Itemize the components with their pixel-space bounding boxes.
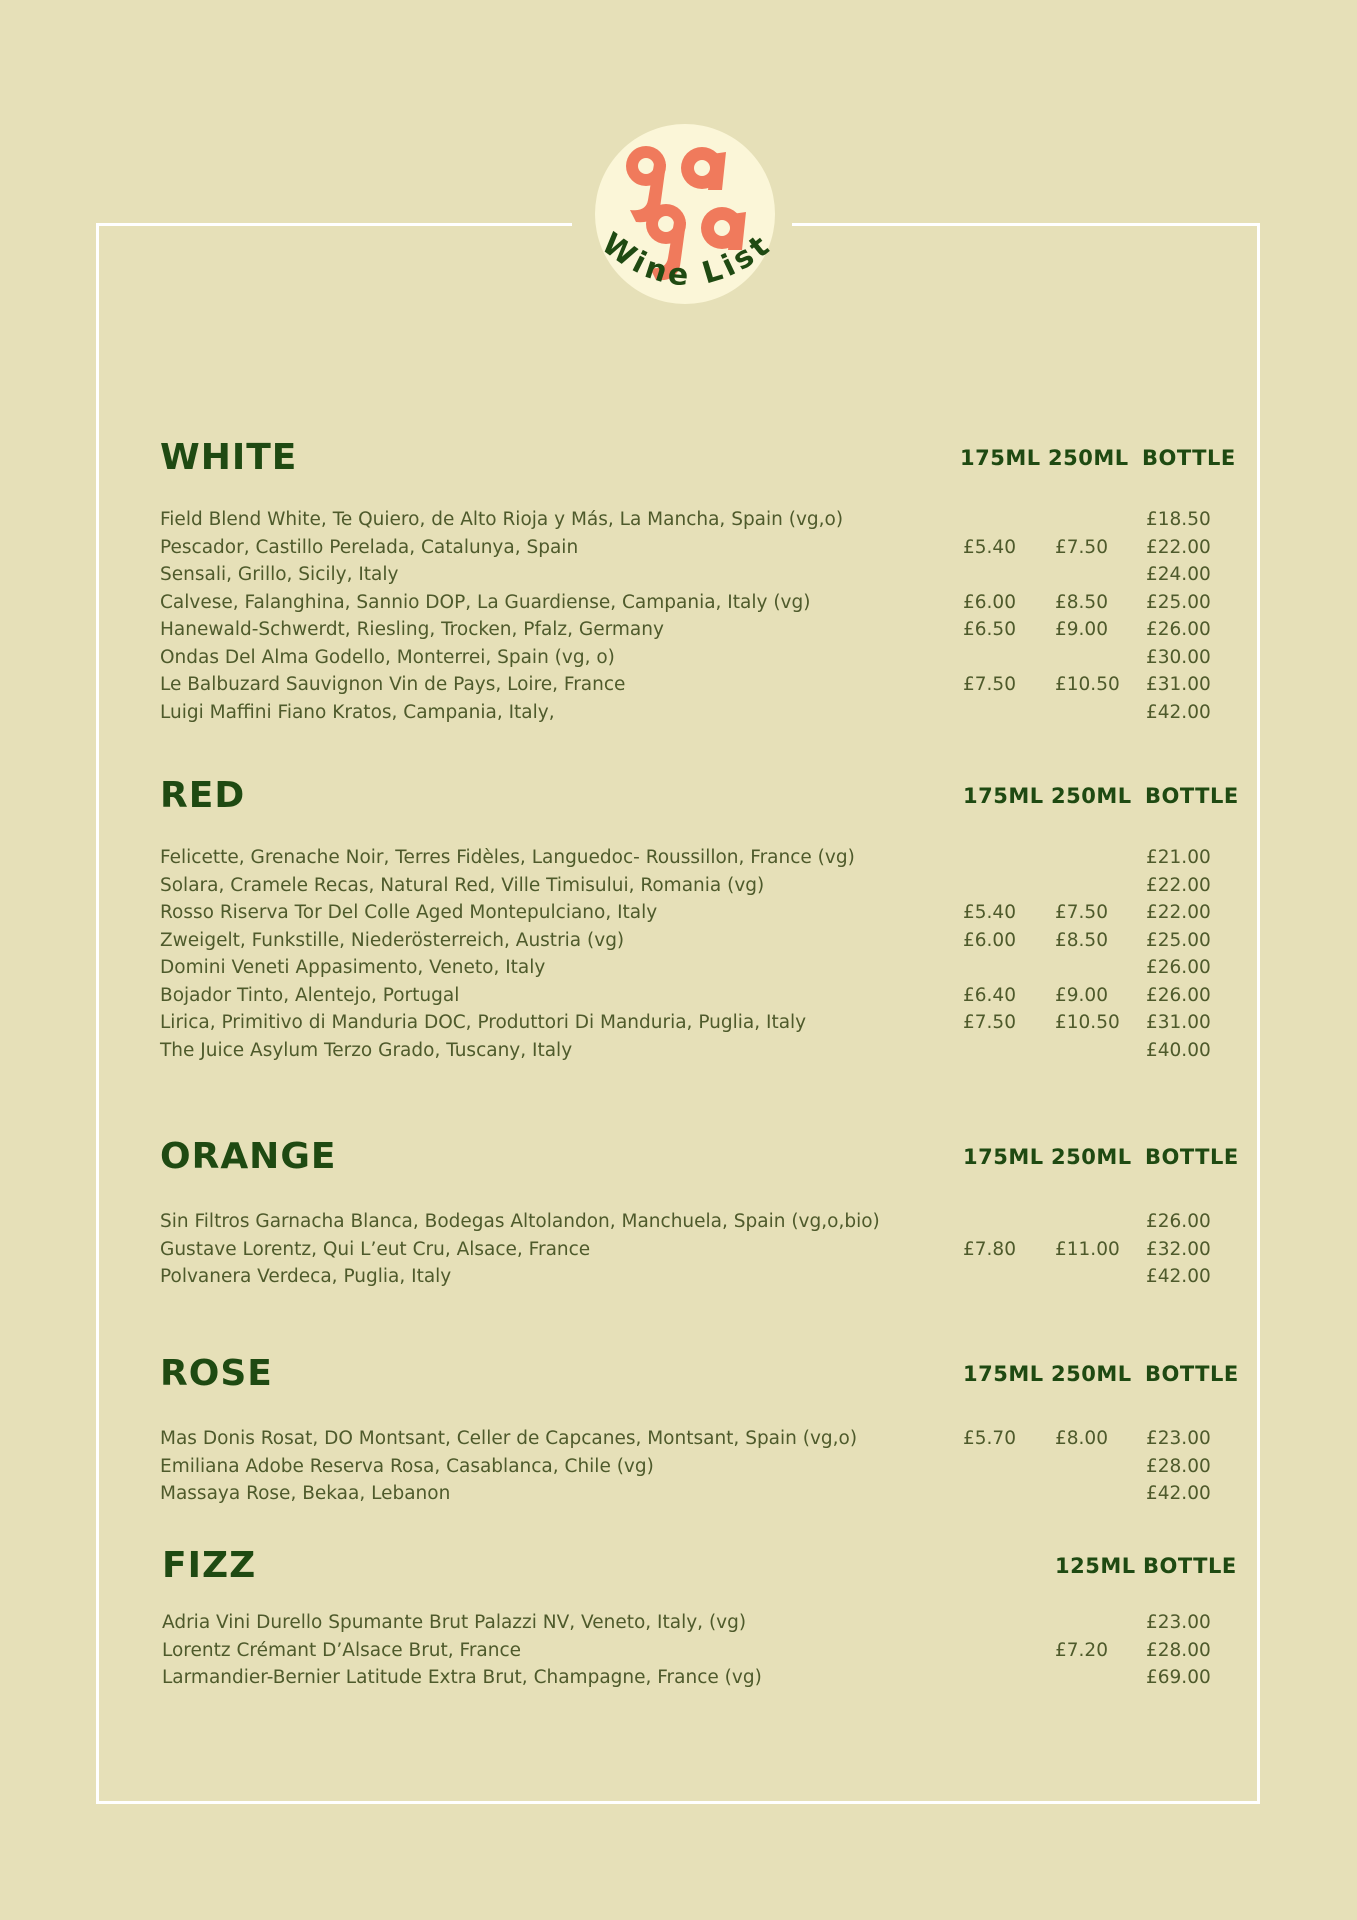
price-bottle: £31.00 xyxy=(1146,1012,1211,1033)
price-bottle: £23.00 xyxy=(1146,1428,1211,1449)
price-bottle: £26.00 xyxy=(1146,1211,1211,1232)
wine-row xyxy=(160,589,1232,617)
price-large: £11.00 xyxy=(1055,1238,1120,1260)
wine-name: Bojador Tinto, Alentejo, Portugal xyxy=(160,984,460,1006)
section-title: ORANGE xyxy=(160,1136,337,1177)
wine-name: Field Blend White, Te Quiero, de Alto Rioja y Más, La Mancha, Spain (vg,o) xyxy=(160,509,844,530)
price-large: £7.50 xyxy=(1055,902,1108,923)
price-bottle: £42.00 xyxy=(1146,1483,1211,1504)
price-bottle: £25.00 xyxy=(1146,929,1211,951)
wine-name: Ondas Del Alma Godello, Monterrei, Spain (vg, o) xyxy=(160,646,615,668)
price-large: £9.00 xyxy=(1055,984,1108,1006)
price-bottle: £22.00 xyxy=(1146,874,1211,896)
price-large: £9.00 xyxy=(1055,619,1108,640)
wine-name: Hanewald-Schwerdt, Riesling, Trocken, Pfalz, Germany xyxy=(160,619,664,640)
column-header: BOTTLE xyxy=(1142,446,1236,470)
column-header: 250ML xyxy=(1051,1145,1132,1169)
wine-name: Gustave Lorentz, Qui L’eut Cru, Alsace, France xyxy=(160,1238,591,1260)
price-bottle: £40.00 xyxy=(1146,1039,1211,1061)
price-large: £8.00 xyxy=(1055,1428,1108,1449)
price-bottle: £28.00 xyxy=(1146,1455,1211,1477)
column-header: 175ML xyxy=(963,784,1044,808)
wine-name: Polvanera Verdeca, Puglia, Italy xyxy=(160,1266,452,1287)
wine-row xyxy=(160,844,1232,872)
column-header: 125ML xyxy=(1055,1554,1136,1578)
price-bottle: £24.00 xyxy=(1146,564,1211,585)
price-bottle: £30.00 xyxy=(1146,646,1211,668)
wine-name: Emiliana Adobe Reserva Rosa, Casablanca, Chile (vg) xyxy=(160,1455,654,1477)
wine-row xyxy=(160,534,1232,562)
wine-name: Sin Filtros Garnacha Blanca, Bodegas Altolandon, Manchuela, Spain (vg,o,bio) xyxy=(160,1211,880,1232)
price-small: £6.00 xyxy=(963,591,1016,613)
price-bottle: £25.00 xyxy=(1146,591,1211,613)
price-small: £6.50 xyxy=(963,619,1016,640)
wine-row xyxy=(160,1453,1232,1481)
price-bottle: £26.00 xyxy=(1146,957,1211,978)
wine-name: Zweigelt, Funkstille, Niederösterreich, Austria (vg) xyxy=(160,929,625,951)
price-large: £10.50 xyxy=(1055,1012,1120,1033)
price-bottle: £28.00 xyxy=(1146,1639,1211,1661)
price-bottle: £21.00 xyxy=(1146,847,1211,868)
wine-row xyxy=(160,872,1232,900)
column-header: BOTTLE xyxy=(1145,784,1239,808)
column-header: BOTTLE xyxy=(1143,1554,1237,1578)
column-header: 250ML xyxy=(1051,1362,1132,1386)
price-bottle: £26.00 xyxy=(1146,984,1211,1006)
logo-subtitle xyxy=(582,220,792,350)
wine-row xyxy=(160,1208,1232,1236)
wine-row xyxy=(160,982,1232,1010)
wine-row xyxy=(160,1263,1232,1291)
price-bottle: £22.00 xyxy=(1146,536,1211,558)
price-small: £7.80 xyxy=(963,1238,1016,1260)
wine-name: Lirica, Primitivo di Manduria DOC, Produttori Di Manduria, Puglia, Italy xyxy=(160,1012,807,1033)
wine-name: Adria Vini Durello Spumante Brut Palazzi NV, Veneto, Italy, (vg) xyxy=(162,1612,747,1633)
wine-name: Sensali, Grillo, Sicily, Italy xyxy=(160,564,399,585)
wine-name: Larmandier-Bernier Latitude Extra Brut, Champagne, France (vg) xyxy=(162,1667,762,1688)
section-title: ROSE xyxy=(160,1353,273,1394)
wine-name: Mas Donis Rosat, DO Montsant, Celler de Capcanes, Montsant, Spain (vg,o) xyxy=(160,1428,858,1449)
wine-name: Domini Veneti Appasimento, Veneto, Italy xyxy=(160,957,546,978)
wine-name: Calvese, Falanghina, Sannio DOP, La Guardiense, Campania, Italy (vg) xyxy=(160,591,811,613)
wine-name: Solara, Cramele Recas, Natural Red, Ville Timisului, Romania (vg) xyxy=(160,874,765,896)
wine-name: Lorentz Crémant D’Alsace Brut, France xyxy=(162,1639,522,1661)
price-large: £8.50 xyxy=(1055,591,1108,613)
wine-row xyxy=(160,1425,1232,1453)
column-header: 250ML xyxy=(1051,784,1132,808)
wine-row xyxy=(160,699,1232,727)
price-bottle: £42.00 xyxy=(1146,1266,1211,1287)
wine-row xyxy=(160,616,1232,644)
wine-row xyxy=(160,899,1232,927)
wine-row xyxy=(160,561,1232,589)
wine-name: Pescador, Castillo Perelada, Catalunya, Spain xyxy=(160,536,579,558)
price-large: £7.20 xyxy=(1055,1639,1108,1661)
section-title: FIZZ xyxy=(162,1545,257,1586)
price-bottle: £18.50 xyxy=(1146,509,1211,530)
section-title: RED xyxy=(160,775,246,816)
wine-row xyxy=(160,1037,1232,1065)
column-header: 250ML xyxy=(1048,446,1129,470)
price-large: £8.50 xyxy=(1055,929,1108,951)
price-bottle: £26.00 xyxy=(1146,619,1211,640)
price-small: £5.40 xyxy=(963,902,1016,923)
wine-row xyxy=(160,644,1232,672)
price-large: £10.50 xyxy=(1055,674,1120,695)
wine-row xyxy=(162,1609,1234,1637)
price-bottle: £69.00 xyxy=(1146,1667,1211,1688)
price-small: £5.70 xyxy=(963,1428,1016,1449)
price-small: £6.40 xyxy=(963,984,1016,1006)
column-header: BOTTLE xyxy=(1145,1145,1239,1169)
wine-row xyxy=(162,1664,1234,1692)
wine-row xyxy=(160,506,1232,534)
wine-name: Rosso Riserva Tor Del Colle Aged Montepulciano, Italy xyxy=(160,902,658,923)
price-large: £7.50 xyxy=(1055,536,1108,558)
svg-text:Wine List: Wine List xyxy=(595,226,779,294)
wine-row xyxy=(160,954,1232,982)
wine-row xyxy=(160,927,1232,955)
wine-row xyxy=(160,671,1232,699)
wine-row xyxy=(160,1480,1232,1508)
price-bottle: £23.00 xyxy=(1146,1612,1211,1633)
price-small: £7.50 xyxy=(963,1012,1016,1033)
price-bottle: £42.00 xyxy=(1146,701,1211,723)
column-header: 175ML xyxy=(963,1145,1044,1169)
price-bottle: £31.00 xyxy=(1146,674,1211,695)
wine-name: Massaya Rose, Bekaa, Lebanon xyxy=(160,1483,451,1504)
wine-name: Luigi Maffini Fiano Kratos, Campania, Italy, xyxy=(160,701,555,723)
wine-row xyxy=(160,1009,1232,1037)
wine-row xyxy=(162,1637,1234,1665)
price-small: £6.00 xyxy=(963,929,1016,951)
wine-name: Felicette, Grenache Noir, Terres Fidèles, Languedoc- Roussillon, France (vg) xyxy=(160,847,855,868)
wine-row xyxy=(160,1236,1232,1264)
price-small: £7.50 xyxy=(963,674,1016,695)
wine-name: Le Balbuzard Sauvignon Vin de Pays, Loire, France xyxy=(160,674,626,695)
price-small: £5.40 xyxy=(963,536,1016,558)
section-title: WHITE xyxy=(160,437,298,478)
wine-name: The Juice Asylum Terzo Grado, Tuscany, Italy xyxy=(160,1039,573,1061)
price-bottle: £32.00 xyxy=(1146,1238,1211,1260)
price-bottle: £22.00 xyxy=(1146,902,1211,923)
column-header: 175ML xyxy=(963,1362,1044,1386)
column-header: 175ML xyxy=(960,446,1041,470)
column-header: BOTTLE xyxy=(1145,1362,1239,1386)
